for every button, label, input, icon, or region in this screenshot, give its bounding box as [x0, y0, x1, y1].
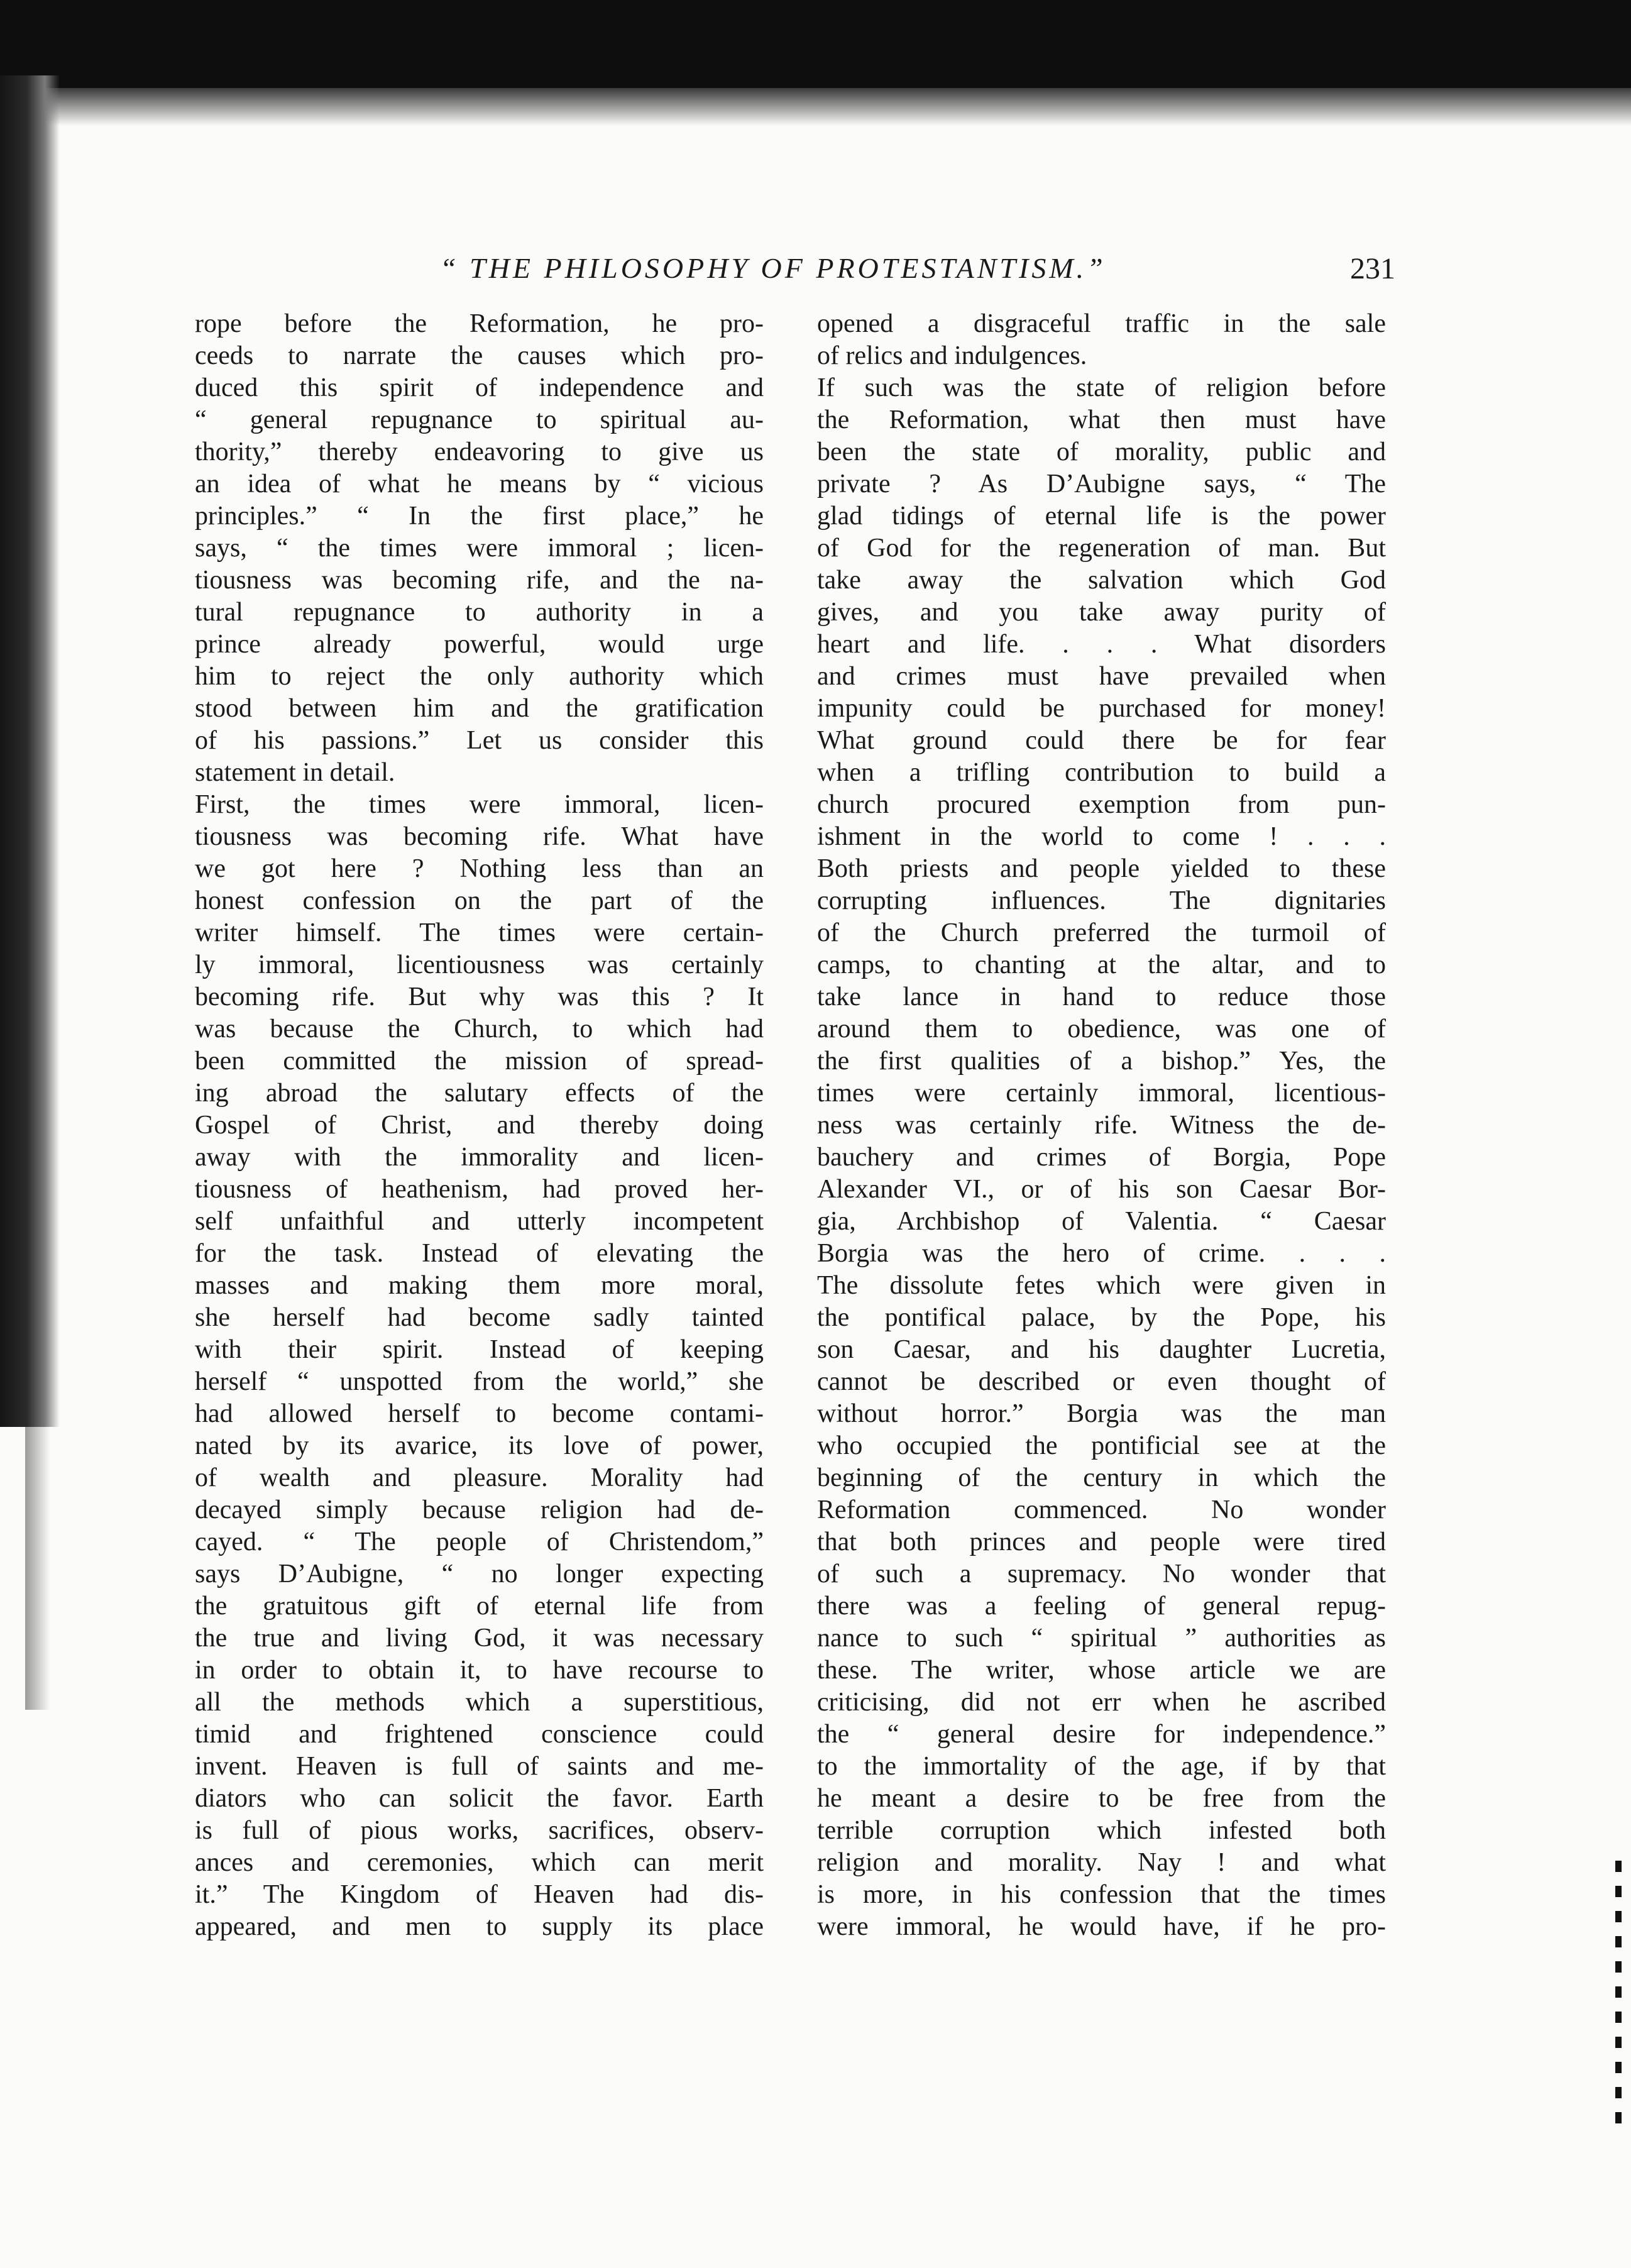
text-line: away with the immorality and licen- [195, 1143, 764, 1172]
text-line: of relics and indulgences. [817, 341, 1087, 370]
text-line: she herself had become sadly tainted [195, 1303, 764, 1332]
text-line: says, “ the times were immoral ; licen- [195, 534, 764, 563]
text-line: we got here ? Nothing less than an [195, 854, 764, 883]
text-line: diators who can solicit the favor. Earth [195, 1784, 764, 1813]
text-line: been the state of morality, public and [817, 438, 1386, 466]
text-line: him to reject the only authority which [195, 662, 764, 691]
text-line: of the Church preferred the turmoil of [817, 918, 1386, 947]
text-line: who occupied the pontificial see at the [817, 1431, 1386, 1460]
text-line: without horror.” Borgia was the man [817, 1399, 1386, 1428]
text-line: around them to obedience, was one of [817, 1015, 1386, 1043]
text-line: the true and living God, it was necessary [195, 1624, 764, 1653]
page-header [189, 251, 1395, 302]
text-line: nance to such “ spiritual ” authorities as [817, 1624, 1386, 1653]
scan-left-edge [0, 75, 60, 1427]
text-line: there was a feeling of general repug- [817, 1592, 1386, 1621]
text-line: principles.” “ In the first place,” he [195, 502, 764, 531]
text-line: herself “ unspotted from the world,” she [195, 1367, 764, 1396]
scan-top-edge [0, 0, 1631, 88]
text-line: criticising, did not err when he ascribed [817, 1688, 1386, 1717]
text-line: of God for the regeneration of man. But [817, 534, 1386, 563]
text-line: tiousness of heathenism, had proved her- [195, 1175, 764, 1204]
text-line: terrible corruption which infested both [817, 1816, 1386, 1845]
text-line: camps, to chanting at the altar, and to [817, 950, 1386, 979]
text-line: nated by its avarice, its love of power, [195, 1431, 764, 1460]
text-line: Gospel of Christ, and thereby doing [195, 1111, 764, 1140]
text-line: ceeds to narrate the causes which pro- [195, 341, 764, 370]
text-line: Borgia was the hero of crime. . . . [817, 1239, 1386, 1268]
text-line: the pontifical palace, by the Pope, his [817, 1303, 1386, 1332]
text-line: prince already powerful, would urge [195, 630, 764, 659]
text-line: opened a disgraceful traffic in the sale [817, 309, 1386, 338]
text-line: of such a supremacy. No wonder that [817, 1560, 1386, 1588]
text-line: son Caesar, and his daughter Lucretia, [817, 1335, 1386, 1364]
left-column [195, 308, 764, 1943]
text-line: an idea of what he means by “ vicious [195, 470, 764, 498]
text-line: The dissolute fetes which were given in [817, 1271, 1386, 1300]
text-line: timid and frightened conscience could [195, 1720, 764, 1749]
text-line: take away the salvation which God [817, 566, 1386, 595]
page-number: 231 [1350, 252, 1395, 285]
text-line: heart and life. . . . What disorders [817, 630, 1386, 659]
text-line: when a trifling contribution to build a [817, 758, 1386, 787]
text-line: impunity could be purchased for money! [817, 694, 1386, 723]
text-line: ing abroad the salutary effects of the [195, 1079, 764, 1108]
text-line: Reformation commenced. No wonder [817, 1495, 1386, 1524]
text-line: writer himself. The times were certain- [195, 918, 764, 947]
text-line: appeared, and men to supply its place [195, 1912, 764, 1941]
text-line: Both priests and people yielded to these [817, 854, 1386, 883]
text-line: thority,” thereby endeavoring to give us [195, 438, 764, 466]
text-line: private ? As D’Aubigne says, “ The [817, 470, 1386, 498]
text-line: becoming rife. But why was this ? It [195, 983, 764, 1011]
text-line: bauchery and crimes of Borgia, Pope [817, 1143, 1386, 1172]
text-line: glad tidings of eternal life is the power [817, 502, 1386, 531]
text-line: in order to obtain it, to have recourse to [195, 1656, 764, 1685]
running-head: “ THE PHILOSOPHY OF PROTESTANTISM.” [440, 252, 1106, 284]
text-line: for the task. Instead of elevating the [195, 1239, 764, 1268]
scan-right-marks [1615, 1861, 1622, 2125]
text-line: the gratuitous gift of eternal life from [195, 1592, 764, 1621]
text-line: the Reformation, what then must have [817, 405, 1386, 434]
text-line: to the immortality of the age, if by that [817, 1752, 1386, 1781]
text-line: that both princes and people were tired [817, 1528, 1386, 1556]
text-line: Alexander VI., or of his son Caesar Bor- [817, 1175, 1386, 1204]
right-column [817, 308, 1386, 1943]
text-line: rope before the Reformation, he pro- [195, 309, 764, 338]
text-line: ances and ceremonies, which can merit [195, 1848, 764, 1877]
text-line: with their spirit. Instead of keeping [195, 1335, 764, 1364]
text-line: religion and morality. Nay ! and what [817, 1848, 1386, 1877]
text-line: of his passions.” Let us consider this [195, 726, 764, 755]
text-line: it.” The Kingdom of Heaven had dis- [195, 1880, 764, 1909]
text-line: times were certainly immoral, licentious- [817, 1079, 1386, 1108]
text-line: says D’Aubigne, “ no longer expecting [195, 1560, 764, 1588]
text-line: First, the times were immoral, licen- [195, 790, 764, 819]
text-line: ly immoral, licentiousness was certainly [195, 950, 764, 979]
text-line: corrupting influences. The dignitaries [817, 886, 1386, 915]
text-line: were immoral, he would have, if he pro- [817, 1912, 1386, 1941]
text-line: take lance in hand to reduce those [817, 983, 1386, 1011]
text-line: these. The writer, whose article we are [817, 1656, 1386, 1685]
text-line: What ground could there be for fear [817, 726, 1386, 755]
text-line: tural repugnance to authority in a [195, 598, 764, 627]
text-line: statement in detail. [195, 758, 395, 787]
text-line: he meant a desire to be free from the [817, 1784, 1386, 1813]
text-line: “ general repugnance to spiritual au- [195, 405, 764, 434]
text-line: cannot be described or even thought of [817, 1367, 1386, 1396]
text-line: is more, in his confession that the times [817, 1880, 1386, 1909]
scan-left-shadow [25, 1427, 50, 1710]
text-line: beginning of the century in which the [817, 1463, 1386, 1492]
text-line: ness was certainly rife. Witness the de- [817, 1111, 1386, 1140]
text-line: gia, Archbishop of Valentia. “ Caesar [817, 1207, 1386, 1236]
text-line: was because the Church, to which had [195, 1015, 764, 1043]
text-line: church procured exemption from pun- [817, 790, 1386, 819]
text-line: stood between him and the gratification [195, 694, 764, 723]
text-line: self unfaithful and utterly incompetent [195, 1207, 764, 1236]
text-line: decayed simply because religion had de- [195, 1495, 764, 1524]
text-line: tiousness was becoming rife. What have [195, 822, 764, 851]
text-line: honest confession on the part of the [195, 886, 764, 915]
text-line: is full of pious works, sacrifices, observ- [195, 1816, 764, 1845]
text-line: masses and making them more moral, [195, 1271, 764, 1300]
text-line: If such was the state of religion before [817, 373, 1386, 402]
text-line: the “ general desire for independence.” [817, 1720, 1386, 1749]
text-line: the first qualities of a bishop.” Yes, the [817, 1047, 1386, 1076]
text-line: tiousness was becoming rife, and the na- [195, 566, 764, 595]
text-line: of wealth and pleasure. Morality had [195, 1463, 764, 1492]
text-line: duced this spirit of independence and [195, 373, 764, 402]
text-line: all the methods which a superstitious, [195, 1688, 764, 1717]
text-line: and crimes must have prevailed when [817, 662, 1386, 691]
text-line: ishment in the world to come ! . . . [817, 822, 1386, 851]
text-line: been committed the mission of spread- [195, 1047, 764, 1076]
text-line: cayed. “ The people of Christendom,” [195, 1528, 764, 1556]
text-line: gives, and you take away purity of [817, 598, 1386, 627]
text-line: invent. Heaven is full of saints and me- [195, 1752, 764, 1781]
scan-top-shadow [0, 88, 1631, 126]
text-line: had allowed herself to become contami- [195, 1399, 764, 1428]
